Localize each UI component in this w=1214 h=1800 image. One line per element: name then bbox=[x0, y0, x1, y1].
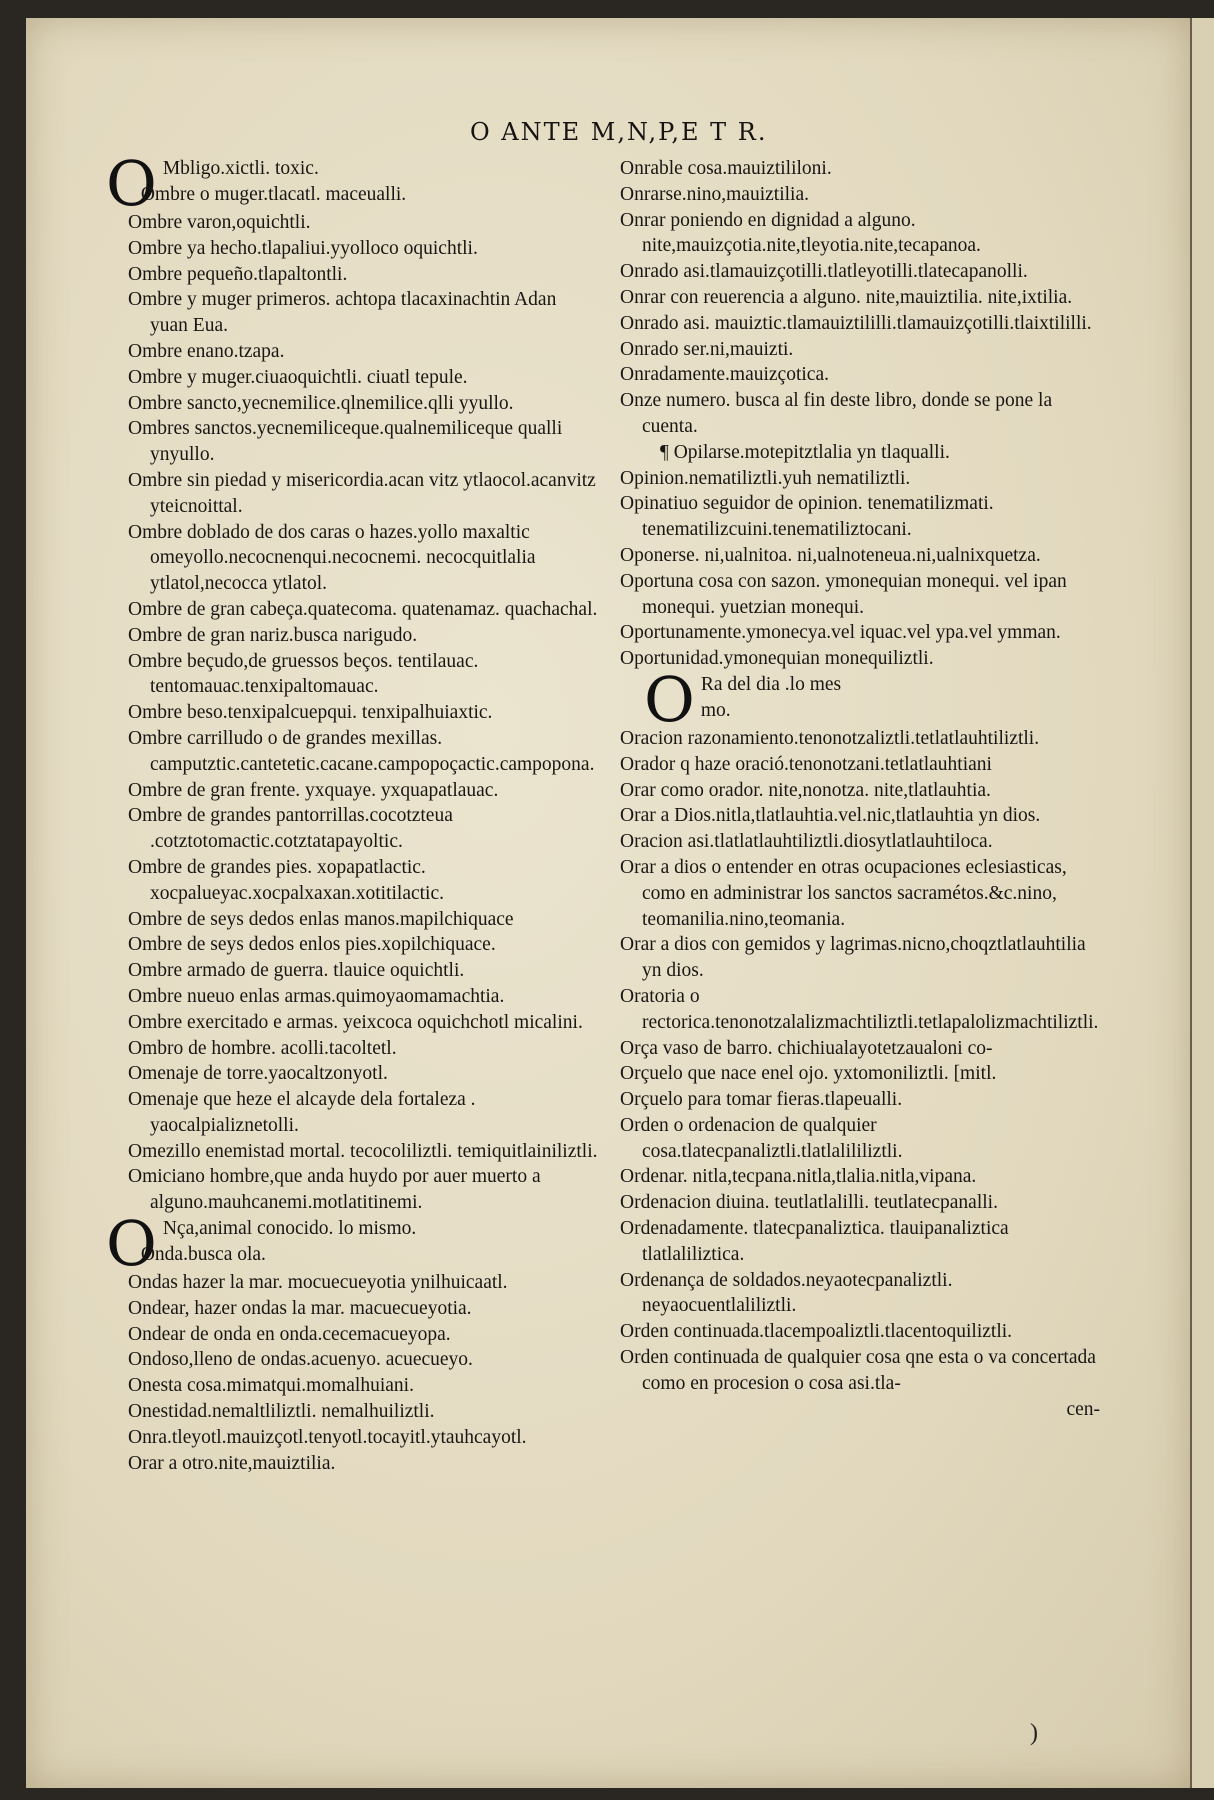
entry: Orçuelo que nace enel ojo. yxtomoniliztli. [mitl. bbox=[620, 1063, 997, 1085]
entry: Ordenar. nitla,tecpana.nitla,tlalia.nitla,vipana. bbox=[620, 1166, 977, 1188]
entry: Ombre exercitado e armas. yeixcoca oquichchotl micalini. bbox=[128, 1011, 583, 1033]
right-column bbox=[620, 156, 1100, 1422]
entry: Orden continuada.tlacempoaliztli.tlacentoquiliztli. bbox=[620, 1321, 1013, 1343]
entry: Nça,animal conocido. lo mismo. bbox=[162, 1218, 417, 1240]
entry: Ombre de grandes pantorrillas.cocotzteua .cotztotomactic.cotztatapayoltic. bbox=[128, 805, 453, 853]
entry: Ordenacion diuina. teutlatlalilli. teutlatecpanalli. bbox=[620, 1192, 998, 1214]
entry: Onrarse.nino,mauiztilia. bbox=[620, 183, 809, 205]
entry: Ombres sanctos.yecnemiliceque.qualnemiliceque qualli ynyullo. bbox=[128, 418, 563, 466]
entry: Ombre y muger primeros. achtopa tlacaxinachtin Adan yuan Eua. bbox=[128, 289, 557, 337]
entry: Oportunamente.ymonecya.vel iquac.vel ypa.vel ymman. bbox=[620, 622, 1061, 644]
entry: Opinatiuo seguidor de opinion. tenematilizmati. tenematilizcuini.tenematiliztocani. bbox=[620, 493, 994, 541]
entry: Onze numero. busca al fin deste libro, donde se pone la cuenta. bbox=[620, 390, 1053, 437]
entry: Ombre pequeño.tlapaltontli. bbox=[128, 263, 348, 285]
entry: Ombre enano.tzapa. bbox=[128, 340, 285, 362]
entry: Oracion asi.tlatlatlauhtiliztli.diosytlatlauhtiloca. bbox=[620, 831, 993, 853]
entry: Onestidad.nemaltliliztli. nemalhuiliztli. bbox=[128, 1401, 435, 1423]
entry: Onrado asi. mauiztic.tlamauiztililli.tlamauizçotilli.tlaixtililli. bbox=[620, 312, 1092, 334]
entry: Omezillo enemistad mortal. tecocoliliztli. temiquitlainiliztli. bbox=[128, 1140, 598, 1162]
section-onça bbox=[106, 1207, 598, 1476]
entry: Ondear de onda en onda.cecemacueyopa. bbox=[128, 1323, 451, 1345]
entry: Onrar poniendo en dignidad a alguno. nite,mauizçotia.nite,tleyotia.nite,tecapanoa. bbox=[620, 209, 981, 257]
entry: Orçuelo para tomar fieras.tlapeualli. bbox=[620, 1089, 903, 1111]
entry: Ombre armado de guerra. tlauice oquichtli. bbox=[128, 960, 465, 982]
entry: Orar a dios o entender en otras ocupaciones eclesiasticas, como en administrar los sanctos sacramétos.&c.nino, teomanilia.nino,teomania. bbox=[620, 856, 1067, 930]
entry: Oponerse. ni,ualnitoa. ni,ualnoteneua.ni,ualnixquetza. bbox=[620, 544, 1041, 566]
entry: Orça vaso de barro. chichiualayotetzaualoni co- bbox=[620, 1037, 993, 1059]
catchword: cen- bbox=[1066, 1398, 1100, 1420]
entry: Oratoria o rectorica.tenonotzalalizmachtiliztli.tetlapalolizmachtiliztli. bbox=[620, 985, 1099, 1033]
entry: Orar a Dios.nitla,tlatlauhtia.vel.nic,tlatlauhtia yn dios. bbox=[620, 805, 1041, 827]
entry: Ombre de gran cabeça.quatecoma. quatenamaz. quachachal. bbox=[128, 598, 598, 620]
entry: Omenaje de torre.yaocaltzonyotl. bbox=[128, 1063, 388, 1085]
entry: Omiciano hombre,que anda huydo por auer muerto a alguno.mauhcanemi.motlatitinemi. bbox=[128, 1166, 541, 1214]
entry: Ombro de hombre. acolli.tacoltetl. bbox=[128, 1037, 397, 1059]
dropcap: O bbox=[106, 1207, 157, 1281]
entry: Ombre carrilludo o de grandes mexillas. camputztic.cantetetic.cacane.campopoçactic.campopona. bbox=[128, 727, 595, 775]
entry: Mbligo.xictli. toxic. bbox=[162, 158, 319, 179]
section-ombre bbox=[106, 147, 598, 1216]
entry: Ombre nueuo enlas armas.quimoyaomamachtia. bbox=[128, 985, 505, 1007]
entry: Ombre sancto,yecnemilice.qlnemilice.qlli yyullo. bbox=[128, 392, 514, 414]
page-header: O ANTE M,N,P,E T R. bbox=[470, 118, 768, 146]
entry: Onesta cosa.mimatqui.momalhuiani. bbox=[128, 1375, 414, 1397]
dropcap: O bbox=[644, 662, 695, 736]
page-mark: ) bbox=[1030, 1720, 1038, 1746]
entry: Orden continuada de qualquier cosa qne esta o va concertada como en procesion o cosa asi.tla- bbox=[620, 1347, 1096, 1394]
entry: ¶ Opilarse.motepitztlalia yn tlaqualli. bbox=[660, 441, 950, 463]
entry: Ombre de seys dedos enlas manos.mapilchiquace bbox=[128, 908, 514, 930]
entry: mo. bbox=[700, 699, 731, 721]
entry: Ondoso,lleno de ondas.acuenyo. acuecueyo. bbox=[128, 1349, 473, 1371]
entry: Ombre beso.tenxipalcuepqui. tenxipalhuiaxtic. bbox=[128, 702, 493, 724]
entry: Orden o ordenacion de qualquier cosa.tlatecpanaliztli.tlatlalililiztli. bbox=[620, 1114, 903, 1162]
dropcap: O bbox=[106, 147, 157, 220]
entry: Onda.busca ola. bbox=[140, 1243, 266, 1265]
entry: Oportunidad.ymonequian monequiliztli. bbox=[620, 648, 934, 670]
entry: Onrable cosa.mauiztililoni. bbox=[620, 158, 832, 179]
entry: Ombre doblado de dos caras o hazes.yollo maxaltic omeyollo.necocnenqui.necocnemi. necocquitlalia ytlatol,necocca ytlatol. bbox=[128, 521, 536, 595]
entry: Ombre ya hecho.tlapaliui.yyolloco oquichtli. bbox=[128, 237, 478, 259]
section-onrable bbox=[620, 156, 1100, 672]
entry: Ombre de grandes pies. xopapatlactic. xocpalueyac.xocpalxaxan.xotitilactic. bbox=[128, 856, 444, 904]
entry: Ombre de gran frente. yxquaye. yxquapatlauac. bbox=[128, 779, 499, 801]
entry: Onrar con reuerencia a alguno. nite,mauiztilia. nite,ixtilia. bbox=[620, 286, 1073, 308]
left-column bbox=[106, 147, 598, 1476]
entry: Ombre sin piedad y misericordia.acan vitz ytlaocol.acanvitz yteicnoittal. bbox=[128, 469, 596, 517]
entry: Ondas hazer la mar. mocuecueyotia ynilhuicaatl. bbox=[128, 1272, 508, 1294]
entry: Ombre o muger.tlacatl. maceualli. bbox=[140, 183, 407, 205]
entry: Opinion.nematiliztli.yuh nematiliztli. bbox=[620, 467, 911, 489]
entry: Ombre beçudo,de gruessos beços. tentilauac. tentomauac.tenxipaltomauac. bbox=[128, 650, 479, 698]
entry: Onrado ser.ni,mauizti. bbox=[620, 338, 794, 360]
entry: Orar a otro.nite,mauiztilia. bbox=[128, 1452, 336, 1474]
entry: Orar como orador. nite,nonotza. nite,tlatlauhtia. bbox=[620, 779, 991, 801]
entry: Onrado asi.tlamauizçotilli.tlatleyotilli.tlatecapanolli. bbox=[620, 261, 1028, 283]
entry: Onradamente.mauizçotica. bbox=[620, 364, 829, 386]
entry: Oracion razonamiento.tenonotzaliztli.tetlatlauhtiliztli. bbox=[620, 727, 1040, 749]
entry: Orador q haze oració.tenonotzani.tetlatlauhtiani bbox=[620, 753, 992, 775]
entry: Ondear, hazer ondas la mar. macuecueyotia. bbox=[128, 1297, 472, 1319]
entry: Oportuna cosa con sazon. ymonequian monequi. vel ipan monequi. yuetzian monequi. bbox=[620, 570, 1067, 618]
entry: Omenaje que heze el alcayde dela fortaleza . yaocalpializnetolli. bbox=[128, 1089, 476, 1136]
entry: Ordenança de soldados.neyaotecpanaliztli. neyaocuentlaliliztli. bbox=[620, 1269, 953, 1317]
adjacent-page-edge bbox=[1190, 18, 1214, 1788]
entry: Ra del dia .lo mes bbox=[700, 673, 842, 695]
section-ora bbox=[620, 662, 1100, 1423]
entry: Ombre de seys dedos enlos pies.xopilchiquace. bbox=[128, 934, 496, 956]
entry: Orar a dios con gemidos y lagrimas.nicno,choqztlatlauhtilia yn dios. bbox=[620, 934, 1086, 982]
entry: Ombre de gran nariz.busca narigudo. bbox=[128, 624, 418, 646]
entry: Ordenadamente. tlatecpanaliztica. tlauipanaliztica tlatlaliliztica. bbox=[620, 1218, 1009, 1265]
entry: Onra.tleyotl.mauizçotl.tenyotl.tocayitl.ytauhcayotl. bbox=[128, 1426, 527, 1448]
entry: Ombre varon,oquichtli. bbox=[128, 212, 311, 233]
entry: Ombre y muger.ciuaoquichtli. ciuatl tepule. bbox=[128, 366, 468, 388]
